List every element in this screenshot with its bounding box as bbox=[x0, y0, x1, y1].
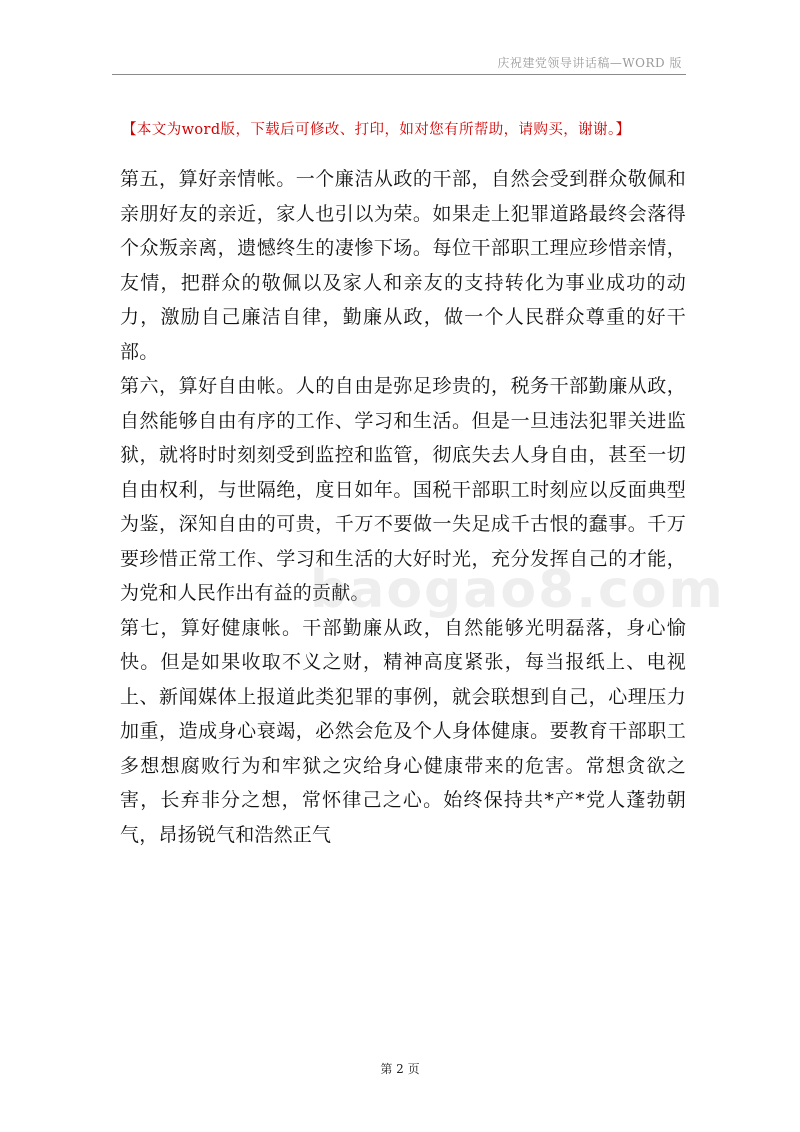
watermark: baogao8.com bbox=[310, 560, 725, 620]
paragraph-freedom: 第六，算好自由帐。人的自由是弥足珍贵的，税务干部勤廉从政，自然能够自由有序的工作、学习和生活。但是一旦违法犯罪关进监狱，就将时时刻刻受到监控和监管，彻底失去人身自由，甚至一切自由权利，与世隔绝，度日如年。国税干部职工时刻应以反面典型为鉴，深知自由的可贵，千万不要做一失足成千古恨的蠢事。千万要珍惜正常工作、学习和生活的大好时光，充分发挥自己的才能，为党和人民作出有益的贡献。 bbox=[120, 375, 686, 604]
page-header bbox=[112, 52, 686, 75]
document-body bbox=[120, 162, 686, 852]
download-notice: 【本文为word版，下载后可修改、打印，如对您有所帮助，请购买，谢谢。】 bbox=[122, 122, 631, 138]
page-number: 第 2 页 bbox=[380, 1062, 420, 1076]
paragraph-health: 第七，算好健康帐。干部勤廉从政，自然能够光明磊落，身心愉快。但是如果收取不义之财，精神高度紧张，每当报纸上、电视上、新闻媒体上报道此类犯罪的事例，就会联想到自己，心理压力加重，造成身心衰竭，必然会危及个人身体健康。要教育干部职工多想想腐败行为和牢狱之灾给身心健康带来的危害。常想贪欲之害，长弃非分之想，常怀律己之心。始终保持共*产*党人蓬勃朝气，昂扬锐气和浩然正气 bbox=[120, 616, 686, 846]
header-title: 庆祝建党领导讲话稿—WORD 版 bbox=[497, 56, 682, 70]
paragraph-family: 第五，算好亲情帐。一个廉洁从政的干部，自然会受到群众敬佩和亲朋好友的亲近，家人也引以为荣。如果走上犯罪道路最终会落得个众叛亲离，遗憾终生的凄惨下场。每位干部职工理应珍惜亲情，友情，把群众的敬佩以及家人和亲友的支持转化为事业成功的动力，激励自己廉洁自律，勤廉从政，做一个人民群众尊重的好干部。 bbox=[120, 168, 686, 363]
